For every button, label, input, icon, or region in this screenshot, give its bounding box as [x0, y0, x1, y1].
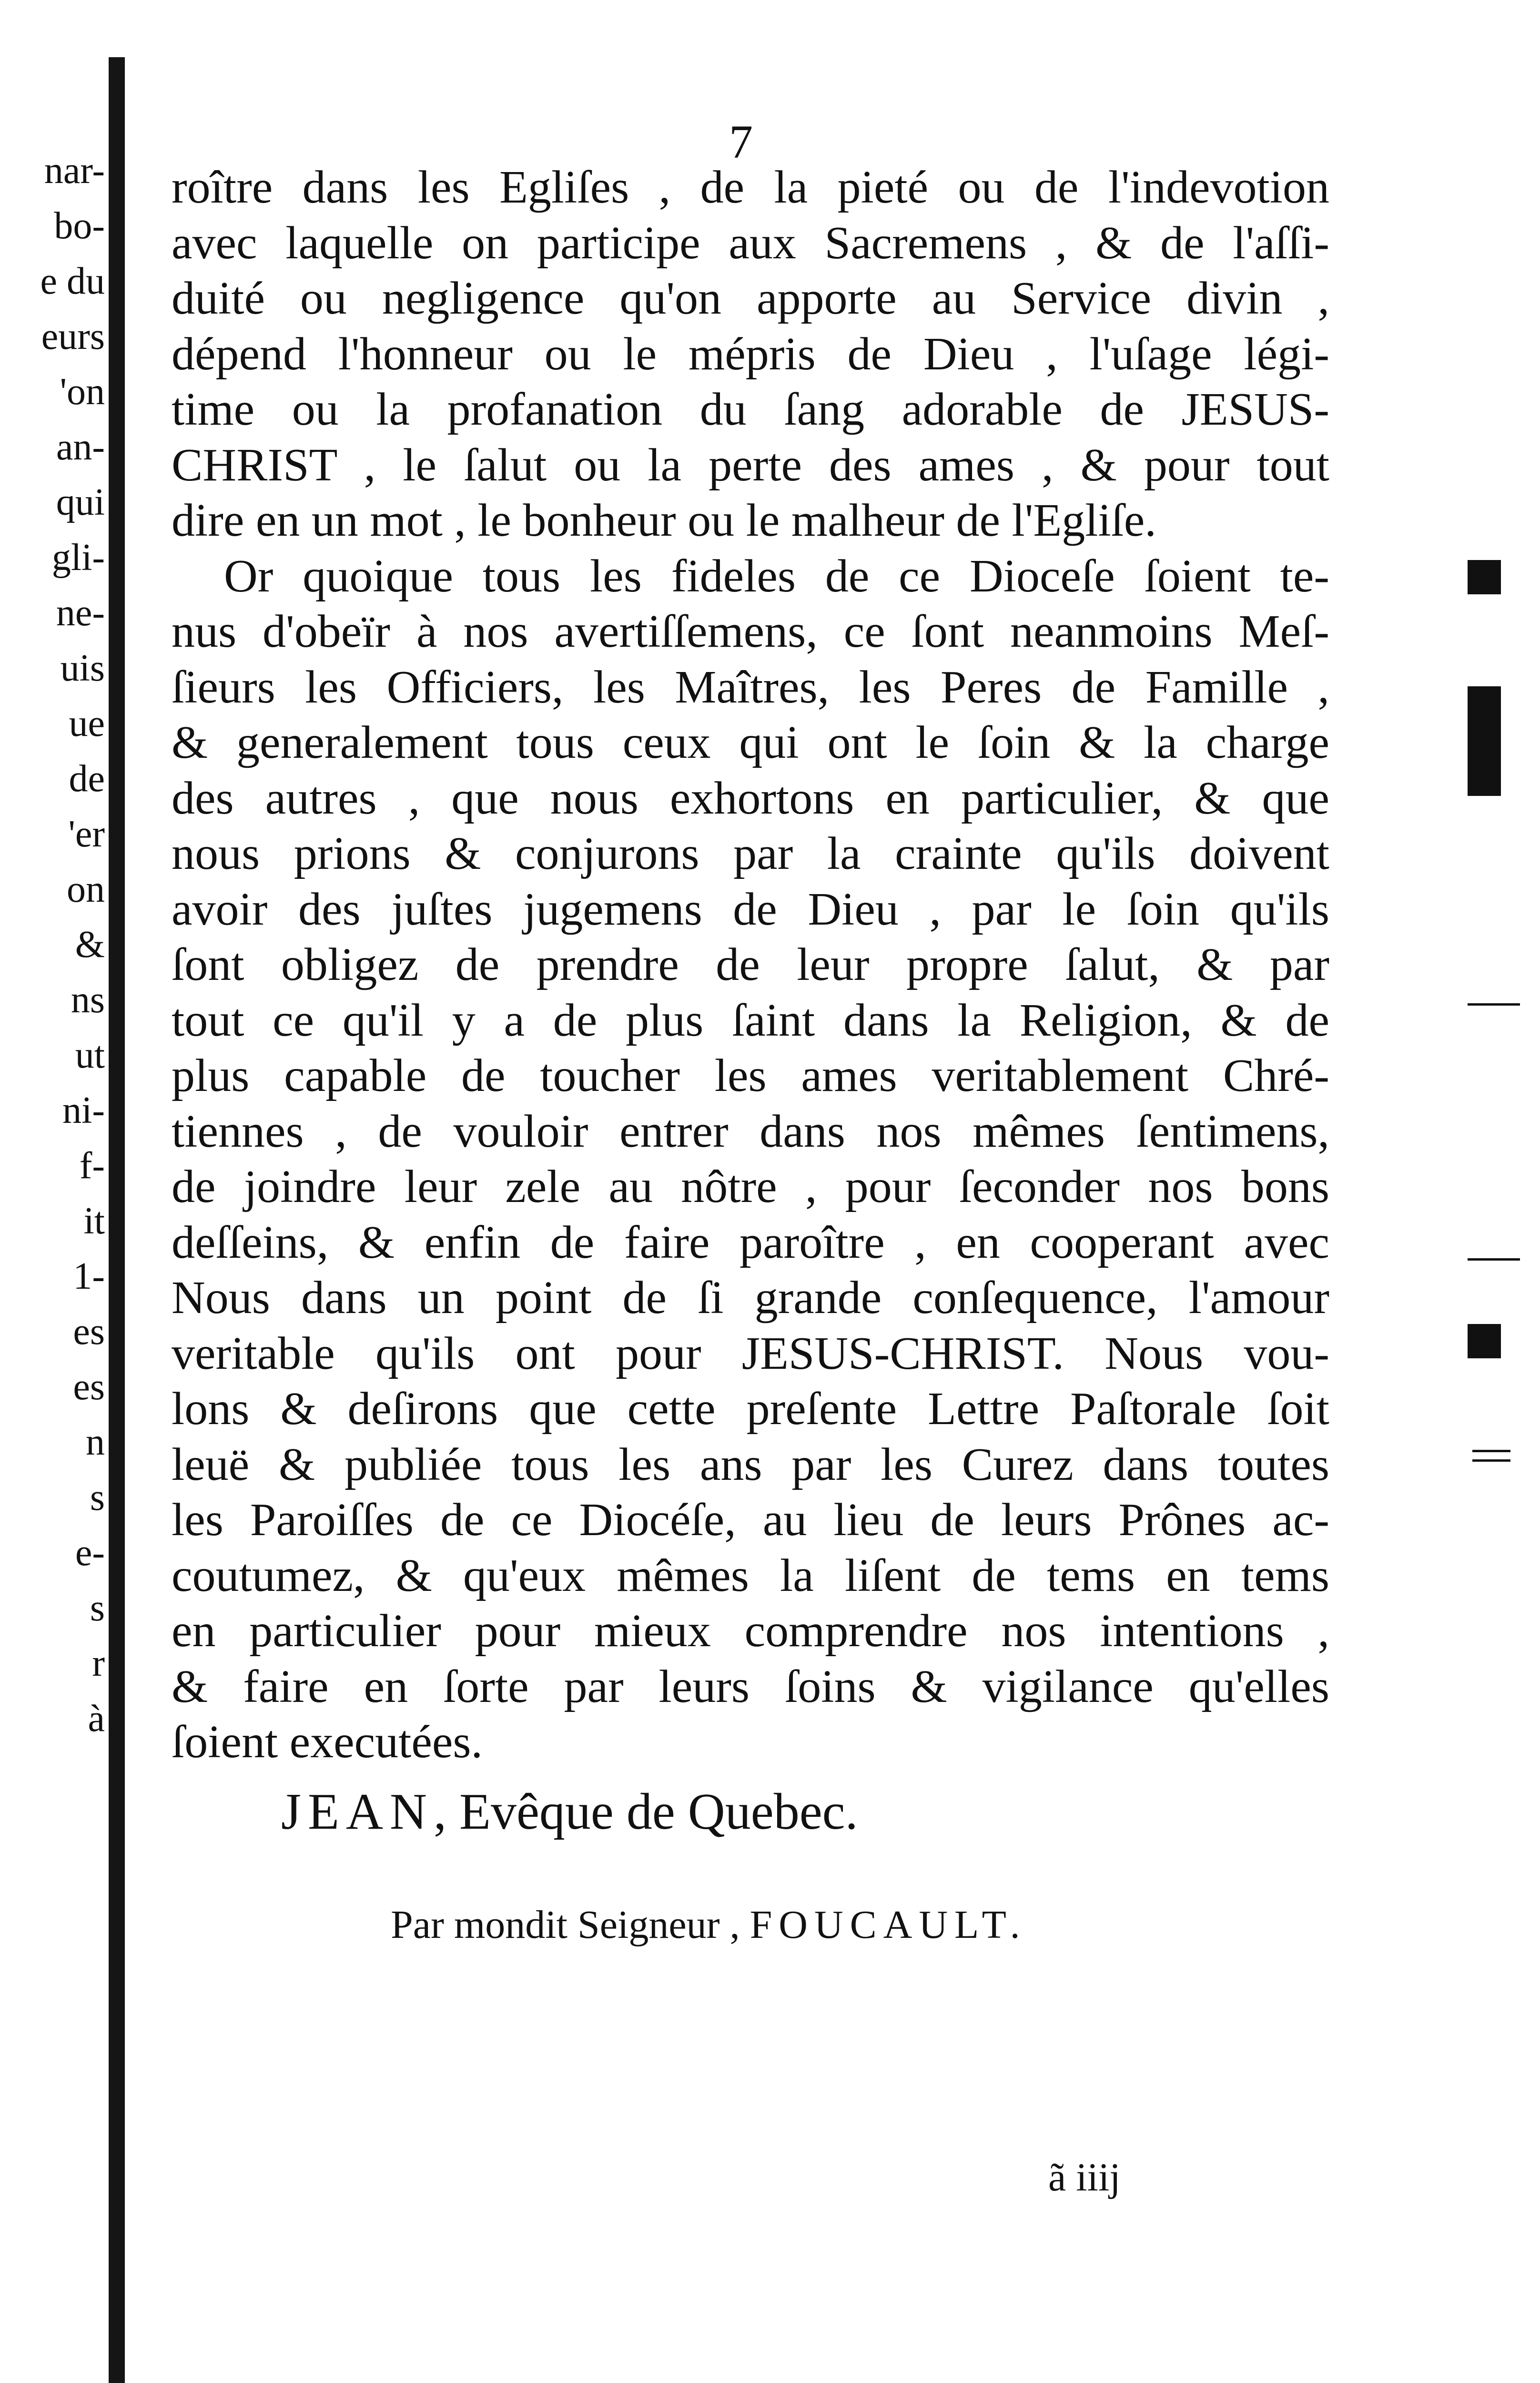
margin-mark	[1468, 686, 1501, 796]
text-line: roître dans les Egliſes , de la pieté ou de l'indevotion	[172, 162, 1329, 213]
fragment-line: nar-	[44, 150, 105, 192]
previous-page-fragments	[0, 143, 105, 1746]
fragment-line: ns	[71, 979, 105, 1021]
fragment-line: s	[90, 1477, 105, 1518]
signature-mark: ã iiij	[1048, 2155, 1121, 2200]
fragment-line: gli-	[51, 537, 105, 579]
text-line: lons & deſirons que cette preſente Lettre Paſtorale ſoit	[172, 1383, 1329, 1435]
fragment-line: ue	[69, 703, 105, 744]
fragment-line: à	[88, 1698, 105, 1740]
margin-mark	[1468, 1324, 1501, 1358]
fragment-line: es	[73, 1311, 105, 1353]
text-line: de joindre leur zele au nôtre , pour ſeconder nos bons	[172, 1161, 1329, 1212]
fragment-line: it	[83, 1200, 105, 1242]
fragment-line: qui	[56, 481, 105, 523]
fragment-line: es	[73, 1366, 105, 1408]
text-line: duité ou negligence qu'on apporte au Service divin ,	[172, 273, 1329, 324]
text-line: des autres , que nous exhortons en particulier, & que	[172, 772, 1329, 824]
fragment-line: de	[69, 758, 105, 800]
text-line: dépend l'honneur ou le mépris de Dieu , l'uſage légi-	[172, 328, 1329, 380]
text-line: ſoient executées.	[172, 1716, 483, 1768]
fragment-line: ni-	[62, 1090, 105, 1131]
countersignature	[391, 1902, 1027, 1948]
text-line: coutumez, & qu'eux mêmes la liſent de tems en tems	[172, 1549, 1329, 1601]
text-line: les Paroiſſes de ce Diocéſe, au lieu de leurs Prônes ac-	[172, 1494, 1329, 1546]
fragment-line: an-	[56, 426, 105, 468]
body-text	[172, 160, 1329, 1770]
fragment-line: r	[92, 1642, 105, 1684]
margin-rule	[1472, 1450, 1510, 1452]
text-line: Nous dans un point de ſi grande conſequence, l'amour	[172, 1272, 1329, 1324]
fragment-line: e-	[75, 1532, 105, 1574]
text-line: dire en un mot , le bonheur ou le malheur de l'Egliſe.	[172, 495, 1156, 546]
fragment-line: on	[67, 868, 105, 910]
text-line: deſſeins, & enfin de faire paroître , en cooperant avec	[172, 1216, 1329, 1268]
text-line: & generalement tous ceux qui ont le ſoin & la charge	[172, 717, 1329, 768]
text-line: Or quoique tous les fideles de ce Dioceſe ſoient te-	[224, 550, 1329, 602]
text-line: nous prions & conjurons par la crainte qu'ils doivent	[172, 828, 1329, 879]
text-line: time ou la profanation du ſang adorable de JESUS-	[172, 384, 1329, 435]
fragment-line: &	[75, 924, 105, 966]
text-line: avec laquelle on participe aux Sacremens , & de l'aſſi-	[172, 217, 1329, 269]
margin-rule	[1468, 1003, 1520, 1006]
text-line: avoir des juſtes jugemens de Dieu , par le ſoin qu'ils	[172, 883, 1329, 935]
page-number: 7	[729, 115, 753, 168]
margin-mark	[1468, 560, 1501, 594]
text-line: en particulier pour mieux comprendre nos intentions ,	[172, 1605, 1329, 1657]
bishop-signature	[281, 1782, 858, 1842]
text-line: tout ce qu'il y a de plus ſaint dans la Religion, & de	[172, 994, 1329, 1046]
fragment-line: 1-	[73, 1255, 105, 1297]
fragment-line: 'er	[68, 813, 105, 855]
text-line: CHRIST , le ſalut ou la perte des ames , & pour tout	[172, 439, 1329, 491]
fragment-line: eurs	[41, 316, 105, 357]
fragment-line: ut	[75, 1034, 105, 1076]
fragment-line: bo-	[54, 205, 105, 247]
margin-rule	[1468, 1258, 1520, 1261]
text-line: leuë & publiée tous les ans par les Curez dans toutes	[172, 1438, 1329, 1490]
signer-title: , Evêque de Quebec.	[434, 1783, 858, 1840]
text-line: nus d'obeïr à nos avertiſſemens, ce ſont neanmoins Meſ-	[172, 606, 1329, 657]
text-line: veritable qu'ils ont pour JESUS-CHRIST. Nous vou-	[172, 1327, 1329, 1379]
fragment-line: 'on	[60, 371, 105, 413]
secretary-name: FOUCAULT.	[750, 1903, 1027, 1947]
fragment-line: e du	[40, 260, 105, 302]
fragment-line: uis	[60, 647, 105, 689]
fragment-line: ne-	[56, 592, 105, 634]
text-line: tiennes , de vouloir entrer dans nos mêmes ſentimens,	[172, 1105, 1329, 1157]
gutter-shadow	[109, 57, 125, 2383]
text-line: & faire en ſorte par leurs ſoins & vigilance qu'elles	[172, 1660, 1329, 1712]
fragment-line: n	[86, 1421, 105, 1463]
text-line: plus capable de toucher les ames veritablement Chré-	[172, 1050, 1329, 1101]
text-line: ſieurs les Officiers, les Maîtres, les Peres de Famille ,	[172, 661, 1329, 713]
margin-rule	[1472, 1459, 1510, 1462]
countersign-prefix: Par mondit Seigneur ,	[391, 1903, 740, 1947]
fragment-line: s	[90, 1587, 105, 1629]
text-line: ſont obligez de prendre de leur propre ſalut, & par	[172, 939, 1329, 990]
signer-name: JEAN	[281, 1783, 434, 1840]
fragment-line: f-	[79, 1145, 105, 1187]
